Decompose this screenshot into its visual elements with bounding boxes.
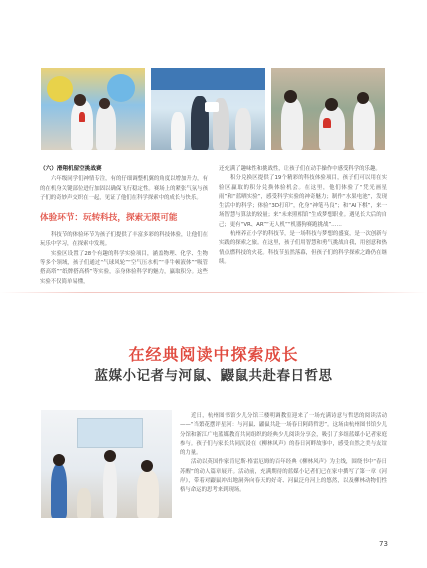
article-body (180, 412, 387, 496)
students-outdoor-experiment-photo (271, 68, 385, 150)
reading-activity-classroom-photo (41, 410, 172, 518)
experience-intro-paragraph: 科技节的体验环节为孩子们提供了丰富多彩的科技体验，让他们在玩乐中学习，在探索中发现。 (40, 232, 208, 248)
experience-section-title: 体验环节：玩转科技，探索无限可能 (40, 213, 178, 224)
glider-challenge-subhead: （六）滑翔机留空挑战赛 (40, 166, 102, 172)
award-ceremony-photo (151, 68, 265, 150)
festival-summary-paragraph: 杭州养正小学的科技节，是一场科技与梦想的盛宴，是一次创新与实践的探索之旅。在这里，孩子们用智慧和勇气挑战自我，用创意和热情点燃科技的火花。科技节虽然落幕，但孩子们的科学探索之路仍在继续。 (219, 231, 387, 265)
projection-screen (77, 418, 143, 448)
glider-paragraph: 六年级同学们神情专注，有的仔细调整机翼的角度以增加升力，有的在机身关键部位进行加固以确保飞行稳定性。赛场上的紧张气氛与孩子们的奇妙声交织在一起，见证了他们在科学探索中的成长与快乐。 (40, 176, 208, 201)
points-exchange-paragraph: 积分兑换区提供了19个精彩的科技体验项目，孩子们可以用在实验区赢取的积分兑换体验机会。在这里，他们体验了“凭光画星雨”和“蓝晒实验”，感受科学实验的神奇魅力；制作“水果电池”，发现生活中的科学；体验“3D打印”，化身“神笔马良”；和“AI下棋”，来一场智慧与算法的较量；来“未来照相馆”生成梦想职业。遇见长大后的自己；更有“VR、AR”“无人机”“机器狗赛跑挑战”…… (219, 175, 387, 228)
photo-row-top (41, 68, 387, 150)
article-title: 在经典阅读中探索成长 (128, 345, 299, 364)
experiment-zone-paragraph: 实验区设置了28个有趣的科学实验项目，涵盖物理、化学、生物等多个领域，孩子们通过“气球风轮”“空气压水机”“非牛顿液体”“吸管搭高塔”“纸牌搭高桥”等实验，亲身体验科学的魅力，赢取积分。这些实验不仅简单易懂， (40, 250, 208, 285)
experiment-continued-paragraph: 还充满了趣味性和挑战性，让孩子们在动手操作中感受科学的乐趣。 (219, 166, 381, 172)
right-column (219, 165, 387, 267)
article-subtitle: 蓝媒小记者与河鼠、鼹鼠共赴春日哲思 (94, 368, 333, 384)
page-number: 73 (379, 540, 388, 548)
article-paragraph-1: 近日，杭州图书馆少儿分馆三楼明调教室迎来了一场充满诗意与哲思的阅读活动——“当繁花摆评星河：与河鼠、鼹鼠共赴一场春日阿蒔哲思”。这场由杭州图书馆少儿分馆和浙江广电蓝媒教育共同组织的经典少儿阅读分享会，吸引了多组蓝媒小记者家庭参与。孩子们与家长共同沉浸在《柳林风声》的春日河畔故事中，感受自然之美与友谊的力量。 (180, 413, 387, 457)
article-paragraph-2: 活动以英国作家肯尼斯·格雷厄姆的百年经典《柳林风声》为主线，围绕书中“春日苏醒”的动人篇章展开。活动前，充满期待的蓝媒小记者们已在家中撰写了第一章《河岸》，带着对鼹鼠冲出地洞奔向春天的好奇、河鼠泛舟河上的悠然，以及柳林动物们性格与命运的思考来到现场。 (180, 459, 387, 494)
section-divider (0, 292, 427, 293)
students-with-balloons-photo (41, 68, 145, 150)
left-column (40, 165, 208, 287)
